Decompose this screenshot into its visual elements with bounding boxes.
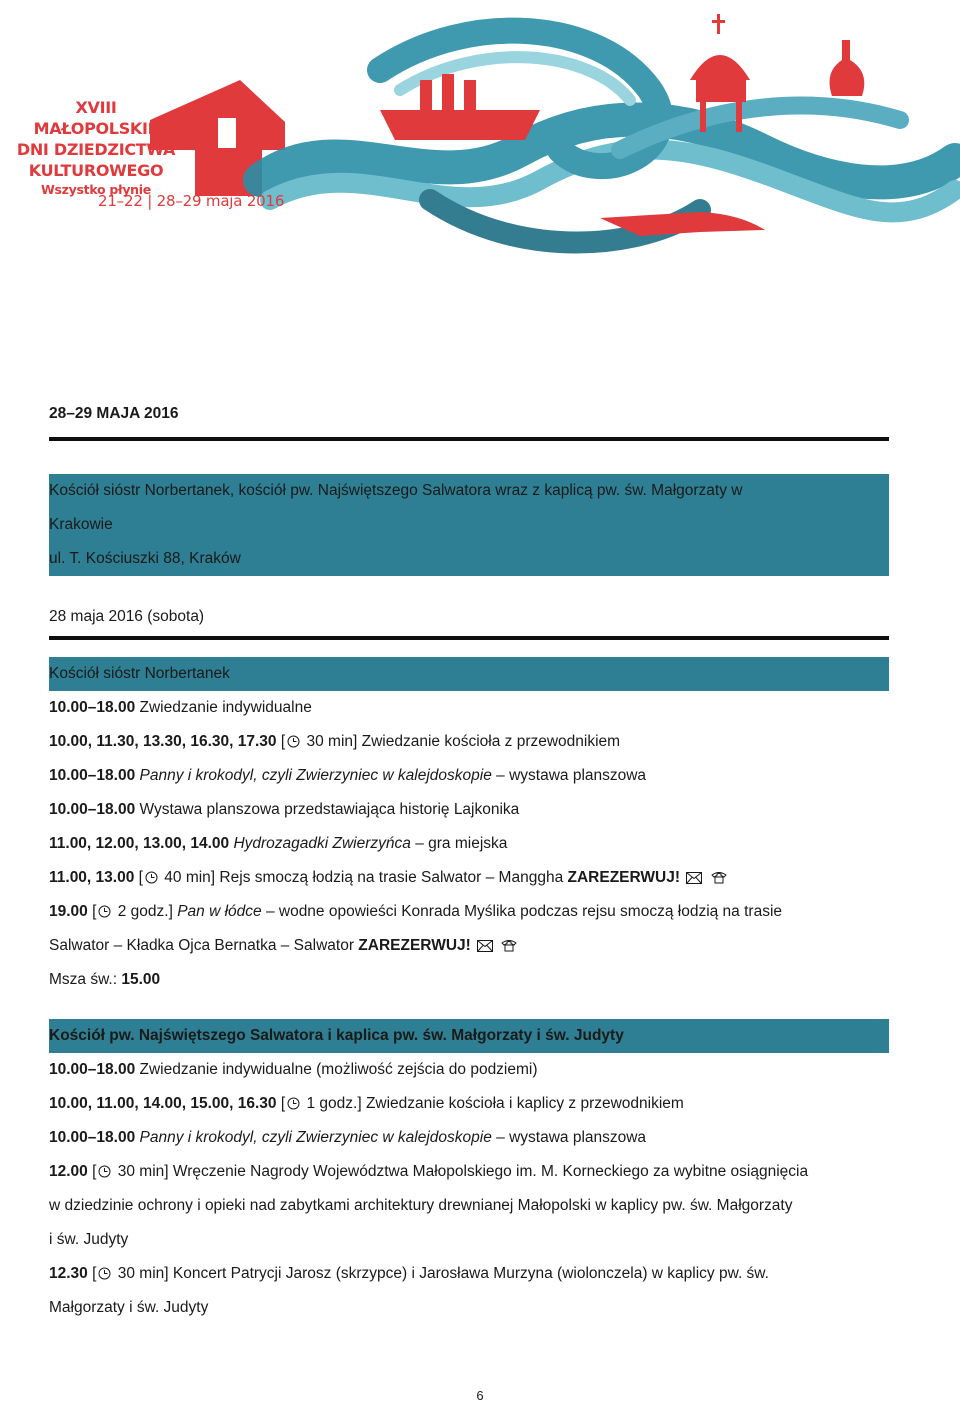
event-row [49,759,889,793]
event-row-continued: w dziedzinie ochrony i opieki nad zabytkami architektury drewnianej Małopolski w kaplicy pw. św. Małgorzaty [49,1197,793,1214]
event-time: 10.00–18.00 [49,767,136,784]
event-time: 10.00–18.00 [49,1061,136,1078]
venue-header [49,474,889,576]
event-row [49,1053,889,1087]
jug-illustration [830,40,865,96]
event-duration: 30 min] [117,1265,169,1282]
event-text: – wystawa planszowa [491,1129,647,1146]
event-text: Koncert Patrycji Jarosz (skrzypce) i Jarosława Murzyna (wiolonczela) w kaplicy pw. św. [168,1265,769,1282]
logo-line-1: XVIII MAŁOPOLSKIE [33,98,159,138]
event-text: – wystawa planszowa [491,767,647,784]
venue-title-line-2: Krakowie [49,516,113,533]
event-row: 10.00, 11.30, 13.30, 16.30, 17.30 [ 30 min] Zwiedzanie kościoła z przewodnikiem [49,725,889,759]
clock-icon [145,863,158,897]
event-row: 10.00, 11.00, 14.00, 15.00, 16.30 [ 1 godz.] Zwiedzanie kościoła i kaplicy z przewodnikiem [49,1087,889,1121]
section-title: Kościół pw. Najświętszego Salwatora i kaplica pw. św. Małgorzaty i św. Judyty [49,1027,624,1044]
event-title: Pan w łódce [172,903,262,920]
logo-line-3: KULTUROWEGO [28,161,164,180]
event-row [49,793,889,827]
event-text: Salwator – Kładka Ojca Bernatka – Salwator [49,937,359,954]
event-text: Zwiedzanie indywidualne [135,699,312,716]
mass-row [49,963,889,997]
event-text: Wystawa planszowa przedstawiająca historię Lajkonika [135,801,520,818]
event-time: 19.00 [49,903,88,920]
logo-dates: 21–22 | 28–29 maja 2016 [98,192,285,210]
program-content [49,397,889,1325]
venue-address: ul. T. Kościuszki 88, Kraków [49,550,241,567]
event-text: Zwiedzanie kościoła z przewodnikiem [357,733,621,750]
section-header [49,657,889,691]
mass-label: Msza św.: [49,971,122,988]
event-title: Panny i krokodyl, czyli Zwierzyniec w kalejdoskopie [135,1129,492,1146]
event-title: Hydrozagadki Zwierzyńca [229,835,411,852]
event-time: 12.00 [49,1163,88,1180]
event-duration: 30 min] [117,1163,169,1180]
event-time: 10.00–18.00 [49,699,136,716]
event-row [49,691,889,725]
event-row-continued [49,929,889,963]
event-row: 11.00, 13.00 [ 40 min] Rejs smoczą łodzią na trasie Salwator – Manggha ZAREZERWUJ! [49,861,889,895]
clock-icon [98,897,111,931]
event-row-continued: i św. Judyty [49,1231,129,1248]
clock-icon [287,727,300,761]
logo-tagline: Wszystko płynie [41,182,151,197]
event-row: 19.00 [ 2 godz.] Pan w łódce – wodne opowieści Konrada Myślika podczas rejsu smoczą łodzią na trasie [49,895,889,929]
mail-icon[interactable] [686,863,702,897]
day-label: 28 maja 2016 (sobota) [49,608,205,625]
clock-icon [98,1157,111,1191]
header-banner [0,0,960,300]
clock-icon [287,1089,300,1123]
section-title: Kościół sióstr Norbertanek [49,665,230,682]
section-header [49,1019,889,1053]
event-time: 10.00–18.00 [49,1129,136,1146]
event-row [49,827,889,861]
event-title: Panny i krokodyl, czyli Zwierzyniec w kalejdoskopie [135,767,492,784]
event-duration: 40 min] [164,869,216,886]
event-row [49,1121,889,1155]
clock-icon [98,1259,111,1293]
event-duration: 1 godz.] [306,1095,362,1112]
event-time: 10.00, 11.30, 13.30, 16.30, 17.30 [49,733,277,750]
event-row: 12.00 [ 30 min] Wręczenie Nagrody Województwa Małopolskiego im. M. Korneckiego za wybitne osiągnięcia [49,1155,889,1189]
event-text: Rejs smoczą łodzią na trasie Salwator – Manggha [215,869,568,886]
venue-title-line-1: Kościół sióstr Norbertanek, kościół pw. Najświętszego Salwatora wraz z kaplicą pw. św. Małgorzaty w [49,482,743,499]
event-row: 12.30 [ 30 min] Koncert Patrycji Jarosz (skrzypce) i Jarosława Murzyna (wiolonczela) w kaplicy pw. św. [49,1257,889,1291]
event-time: 11.00, 13.00 [49,869,135,886]
event-time: 10.00–18.00 [49,801,136,818]
logo-line-2: DNI DZIEDZICTWA [16,140,176,159]
event-text: Zwiedzanie kościoła i kaplicy z przewodnikiem [361,1095,684,1112]
event-time: 11.00, 12.00, 13.00, 14.00 [49,835,230,852]
event-text: Zwiedzanie indywidualne (możliwość zejścia do podziemi) [135,1061,538,1078]
page-heading: 28–29 MAJA 2016 [49,405,179,422]
event-duration: 30 min] [306,733,358,750]
event-time: 10.00, 11.00, 14.00, 15.00, 16.30 [49,1095,277,1112]
reserve-link[interactable]: ZAREZERWUJ! [358,937,471,954]
event-duration: 2 godz.] [117,903,173,920]
event-text: Wręczenie Nagrody Województwa Małopolskiego im. M. Korneckiego za wybitne osiągnięcia [168,1163,809,1180]
mass-time: 15.00 [121,971,161,988]
phone-icon[interactable] [501,931,517,965]
page-number: 6 [476,1388,484,1403]
reserve-link[interactable]: ZAREZERWUJ! [567,869,681,886]
festival-logo-title [12,97,180,198]
event-row-continued: Małgorzaty i św. Judyty [49,1299,209,1316]
mail-icon[interactable] [477,931,493,965]
event-text: – gra miejska [410,835,508,852]
event-time: 12.30 [49,1265,88,1282]
event-text: – wodne opowieści Konrada Myślika podczas rejsu smoczą łodzią na trasie [261,903,783,920]
phone-icon[interactable] [711,863,727,897]
